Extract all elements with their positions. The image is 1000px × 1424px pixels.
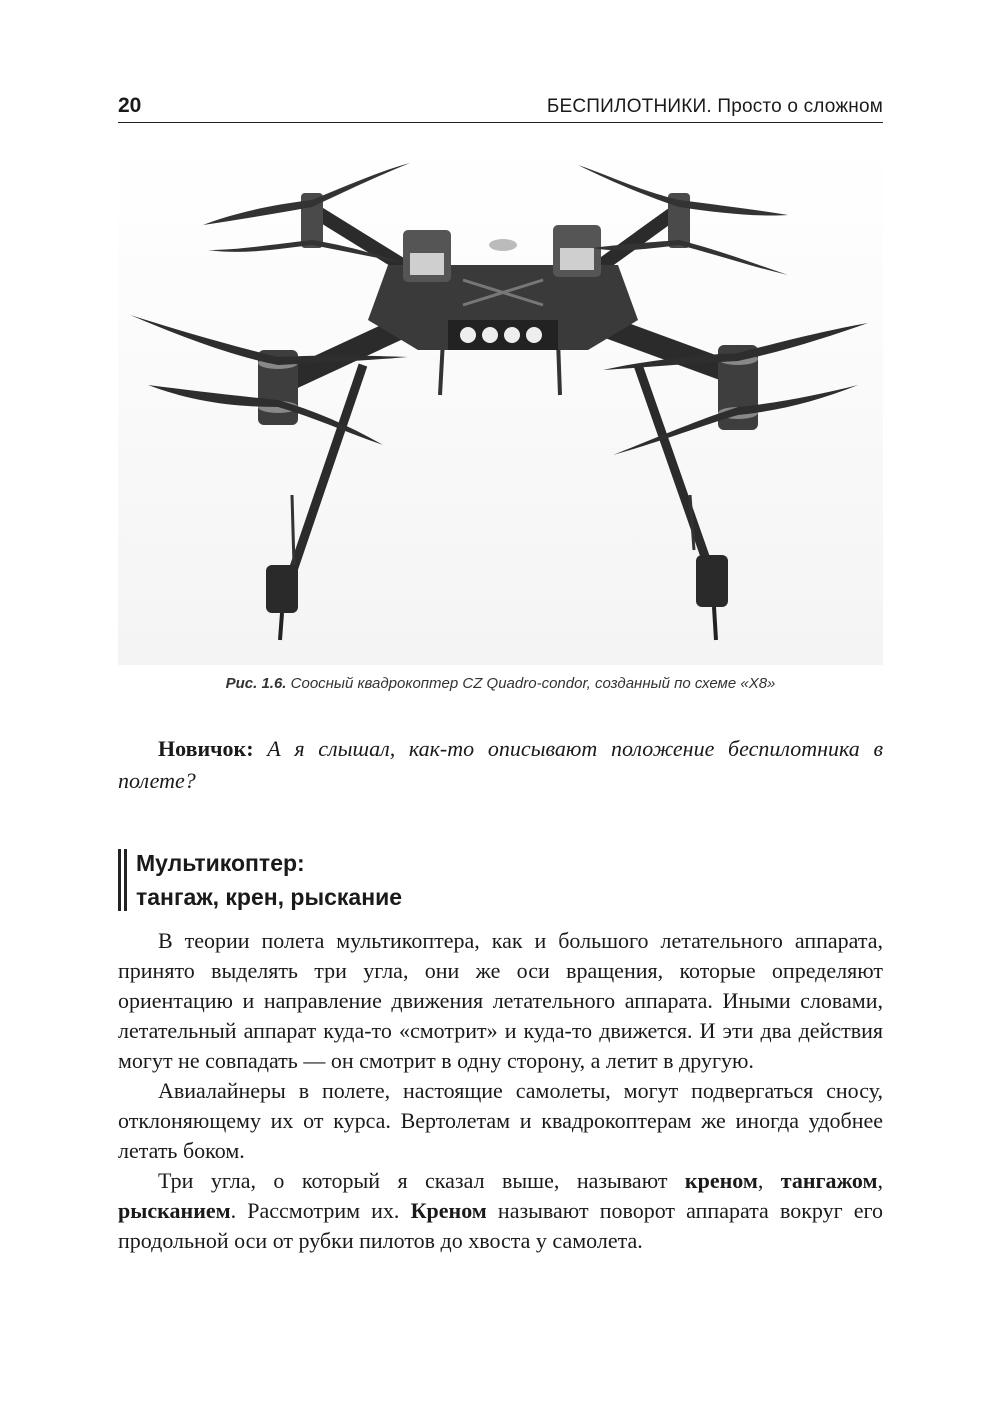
p3-comma-1: ,: [757, 1168, 781, 1193]
p3-text-a: Три угла, о который я сказал выше, называют: [158, 1168, 685, 1193]
p3-text-c: называют поворот аппарата вокруг его продольной оси от рубки пилотов до хвоста у самолета.: [118, 1198, 883, 1253]
p3-comma-2: ,: [877, 1168, 883, 1193]
paragraph-1: В теории полета мультикоптера, как и большого летательного аппарата, принято выделять три угла, они же оси вращения, которые определяют ориентацию и направление движения летательного аппарата. Иными словами, летательный аппарат куда-то «смотрит» и куда-то движется. И эти два действия могут не совпадать — он смотрит в одну сторону, а летит в другую.: [118, 928, 883, 1073]
heading-marker-bar: [118, 849, 121, 911]
p3-text-b: . Рассмотрим их.: [230, 1198, 411, 1223]
paragraph-2: Авиалайнеры в полете, настоящие самолеты, могут подвергаться сносу, отклоняющему их от курса. Вертолетам и квадрокоптерам же иногда удобнее летать боком.: [118, 1078, 883, 1163]
body-text: [118, 926, 883, 1256]
dialog-line: [118, 733, 883, 797]
section-title-line-1: Мультикоптер:: [136, 850, 305, 876]
heading-marker-bar-2: [124, 849, 127, 911]
term-tangazhom: тангажом: [780, 1168, 878, 1193]
page-number: 20: [118, 94, 142, 117]
figure-drone-photo: [118, 145, 883, 665]
term-krenom-2: Креном: [410, 1198, 487, 1223]
dialog-speech: А я слышал, как-то описывают положение беспилотника в полете?: [118, 736, 883, 793]
section-title-line-2: тангаж, крен, рыскание: [136, 884, 403, 910]
term-ryskaniem: рысканием: [118, 1198, 231, 1223]
page-header: [118, 92, 883, 123]
running-title: БЕСПИЛОТНИКИ. Просто о сложном: [546, 96, 883, 117]
figure-caption: [118, 675, 883, 692]
figure-caption-text: Соосный квадрокоптер CZ Quadro-condor, созданный по схеме «X8»: [290, 675, 776, 692]
paragraph-3: [118, 1166, 883, 1256]
term-krenom: креном: [684, 1168, 758, 1193]
drone-illustration: [118, 145, 883, 665]
figure-label: Рис. 1.6.: [225, 675, 287, 692]
drone-body: [368, 225, 638, 350]
dialog-speaker: Новичок:: [158, 736, 254, 761]
